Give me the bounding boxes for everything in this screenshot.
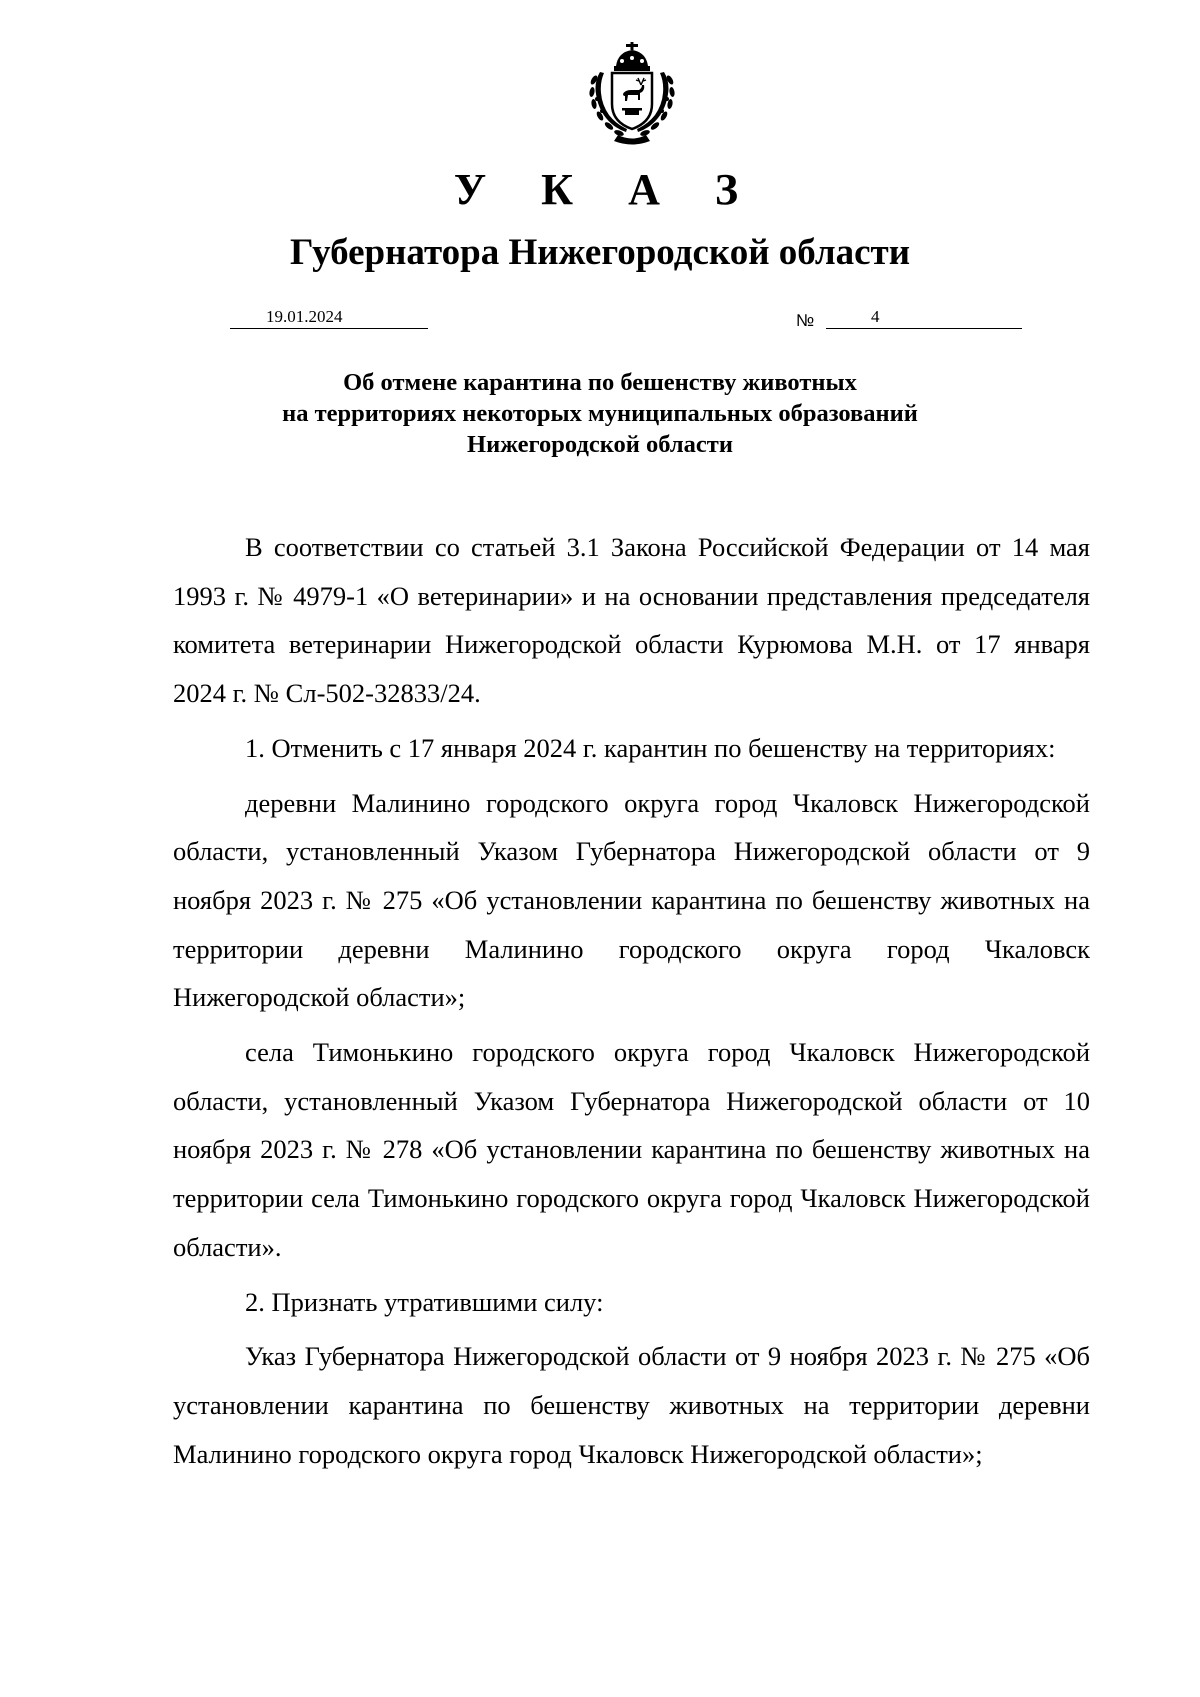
body-paragraph: деревни Малинино городского округа город Чкаловск Нижегородской области, установленный Указом Губернатора Нижегородской области от 9 ноября 2023 г. № 275 «Об установлении карантина по бешенству животных на территории деревни Малинино городского округа город Чкаловск Нижегородской области»; — [173, 787, 1090, 1013]
body-paragraph: В соответствии со статьей 3.1 Закона Российской Федерации от 14 мая 1993 г. № 4979-1 «О ветеринарии» и на основании представления председателя комитета ветеринарии Нижегородской области Курюмова М.Н. от 17 января 2024 г. № Сл-502-32833/24. — [173, 532, 1090, 709]
coat-of-arms-icon — [578, 42, 686, 150]
issuer-heading: Губернатора Нижегородской области — [289, 232, 911, 273]
title-line: на территориях некоторых муниципальных образований — [282, 400, 918, 427]
document-number-field — [826, 306, 1022, 329]
body-paragraph: Указ Губернатора Нижегородской области от 9 ноября 2023 г. № 275 «Об установлении карантина по бешенству животных на территории деревни Малинино городского округа город Чкаловск Нижегородской области»; — [173, 1341, 1090, 1469]
document-title — [0, 367, 1200, 460]
document-date: 19.01.2024 — [266, 307, 343, 326]
body-paragraph: села Тимонькино городского округа город Чкаловск Нижегородской области, установленный Указом Губернатора Нижегородской области от 10 ноября 2023 г. № 278 «Об установлении карантина по бешенству животных на территории села Тимонькино городского округа город Чкаловск Нижегородской области». — [173, 1037, 1090, 1262]
title-line: Нижегородской области — [467, 431, 733, 458]
body-paragraph: 2. Признать утратившими силу: — [245, 1286, 604, 1317]
body-paragraph: 1. Отменить с 17 января 2024 г. карантин по бешенству на территориях: — [245, 732, 1056, 763]
document-number-label: № — [796, 311, 815, 330]
document-type-heading: У К А З — [453, 165, 761, 214]
document-body — [173, 523, 1090, 1478]
document-number: 4 — [871, 307, 880, 326]
title-line: Об отмене карантина по бешенству животных — [343, 369, 857, 396]
document-date-field — [230, 306, 428, 329]
